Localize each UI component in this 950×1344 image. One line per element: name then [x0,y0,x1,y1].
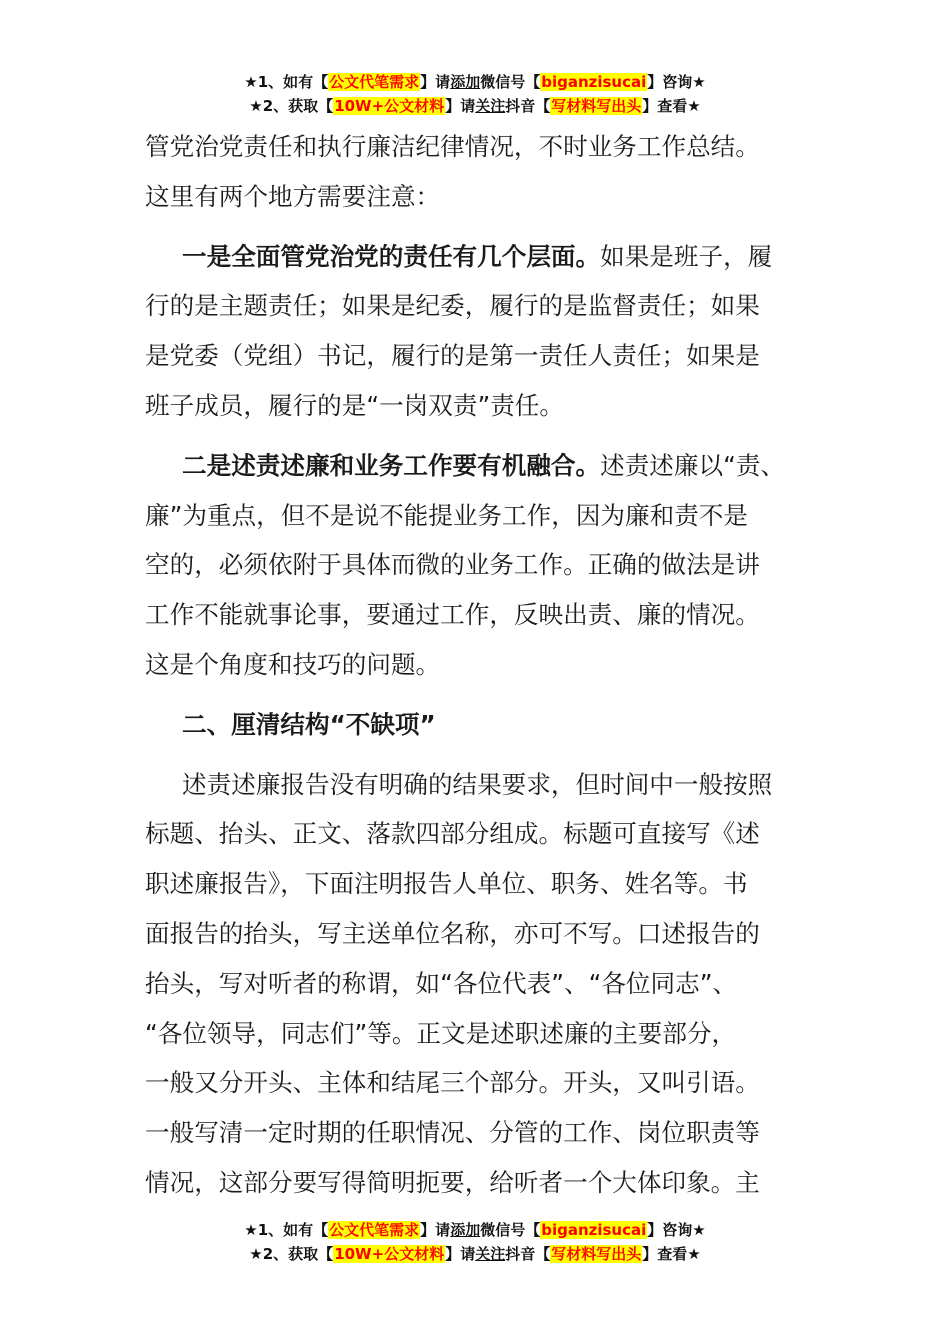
text-line: 标题、抬头、正文、落款四部分组成。标题可直接写《述 [145,819,760,849]
section-heading-block [145,700,815,750]
banner-text: ★2、获取【 [249,97,334,115]
banner-text: 抖音【 [505,1245,551,1263]
banner-text: 】请 [445,1245,476,1263]
text-line [145,232,815,282]
paragraph-structure [145,760,815,1208]
text-span: 述责述廉以“责、 [600,450,786,480]
text-line: 工作不能就事论事，要通过工作，反映出责、廉的情况。 [145,600,760,630]
bold-lead: 二是述责述廉和业务工作要有机融合。 [182,450,601,480]
banner-line-1 [0,1218,950,1242]
banner-highlight: biganzisucai [541,1221,647,1239]
banner-text: 】请 [445,97,476,115]
text-line: “各位领导，同志们”等。正文是述职述廉的主要部分， [145,1018,737,1048]
banner-underlined-text: 关注 [475,1245,506,1263]
banner-text: ★2、获取【 [249,1245,334,1263]
banner-line-2 [0,94,950,118]
banner-text: 抖音【 [505,97,551,115]
banner-text: 】请 [420,73,451,91]
banner-highlight: 公文代笔需求 [329,1221,420,1239]
text-line: 述责述廉报告没有明确的结果要求，但时间中一般按照 [182,769,773,799]
bold-lead: 一是全面管党治党的责任有几个层面。 [182,241,601,271]
text-line: 抬头，写对听者的称谓，如“各位代表”、“各位同志”、 [145,968,738,998]
banner-text: 】咨询★ [647,73,706,91]
banner-line-2 [0,1242,950,1266]
text-line: 行的是主题责任；如果是纪委，履行的是监督责任；如果 [145,291,760,321]
text-line: 空的，必须依附于具体而微的业务工作。正确的做法是讲 [145,550,760,580]
banner-text: ★1、如有【 [244,1221,329,1239]
text-line: 情况，这部分要写得简明扼要，给听者一个大体印象。主 [145,1167,760,1197]
text-line [145,441,815,491]
text-span: 如果是班子，履 [600,241,773,271]
text-line: 这里有两个地方需要注意： [145,181,441,211]
paragraph-point-one [145,232,815,431]
text-line: 是党委（党组）书记，履行的是第一责任人责任；如果是 [145,341,760,371]
header-banner [0,70,950,118]
paragraph-intro [145,122,815,222]
text-line: 面报告的抬头，写主送单位名称，亦可不写。口述报告的 [145,918,760,948]
text-line: 一般又分开头、主体和结尾三个部分。开头，又叫引语。 [145,1068,760,1098]
banner-highlight: 写材料写出头 [551,1245,642,1263]
banner-highlight: 写材料写出头 [551,97,642,115]
banner-underlined-text: 关注 [475,97,506,115]
banner-highlight: 10W+公文材料 [334,97,445,115]
banner-text: 微信号【 [480,1221,541,1239]
banner-highlight: biganzisucai [541,73,647,91]
banner-underlined-text: 添加 [450,1221,481,1239]
text-line: 班子成员，履行的是“一岗双责”责任。 [145,390,564,420]
text-line: 廉”为重点，但不是说不能提业务工作，因为廉和责不是 [145,500,748,530]
banner-highlight: 公文代笔需求 [329,73,420,91]
banner-text: 】请 [420,1221,451,1239]
paragraph-point-two [145,441,815,690]
section-heading: 二、厘清结构“不缺项” [182,709,436,739]
text-line: 这是个角度和技巧的问题。 [145,649,441,679]
text-line: 管党治党责任和执行廉洁纪律情况，不时业务工作总结。 [145,132,760,161]
banner-text: 微信号【 [480,73,541,91]
text-line: 职述廉报告》，下面注明报告人单位、职务、姓名等。书 [145,869,748,899]
banner-underlined-text: 添加 [450,73,481,91]
banner-line-1 [0,70,950,94]
footer-banner [0,1218,950,1266]
text-line: 一般写清一定时期的任职情况、分管的工作、岗位职责等 [145,1118,760,1148]
banner-text: ★1、如有【 [244,73,329,91]
banner-text: 】查看★ [642,1245,701,1263]
banner-text: 】咨询★ [647,1221,706,1239]
banner-text: 】查看★ [642,97,701,115]
document-body [145,122,815,1208]
banner-highlight: 10W+公文材料 [334,1245,445,1263]
